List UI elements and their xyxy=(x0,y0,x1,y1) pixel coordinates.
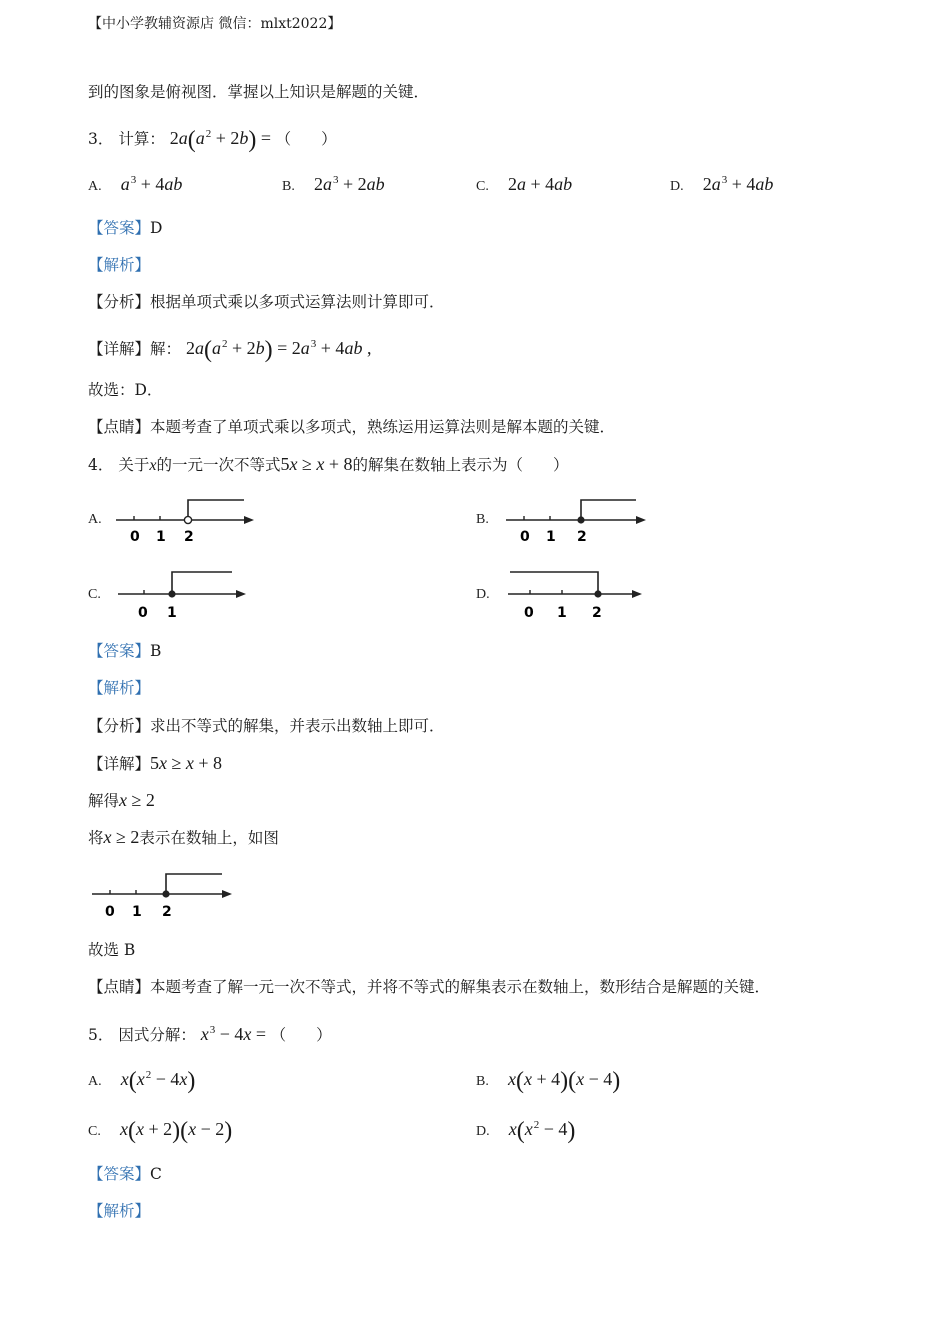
q4-comment xyxy=(88,977,770,997)
tick-label: 2 xyxy=(592,605,602,621)
axis-arrow xyxy=(222,890,232,898)
solution-bracket xyxy=(166,874,222,894)
tick-label: 0 xyxy=(138,605,148,621)
tick-label: 1 xyxy=(546,529,556,545)
q3-prompt: 3． 计算： $2a(a^2 + 2b)$ = （ ） xyxy=(88,127,337,153)
page-header: 【中小学教辅资源店 微信：mlxt2022】 xyxy=(88,16,342,32)
tick-label: 0 xyxy=(105,904,115,920)
option-label: B. xyxy=(476,1074,489,1089)
q3-expression: $2a(a^2 + 2b)$ = xyxy=(169,127,276,153)
option-expression: $2a^3 + 4ab$ xyxy=(702,174,774,194)
q4-option-d-numberline[interactable] xyxy=(504,566,650,622)
option-label: A. xyxy=(88,179,102,194)
q4-option-a-numberline[interactable] xyxy=(112,494,260,546)
tick-label: 0 xyxy=(130,529,140,545)
q5-prompt-text: 因式分解： xyxy=(118,1026,196,1044)
q4-prompt-post: 的解集在数轴上表示为（ xyxy=(352,456,524,474)
q4-option-c-label: C. xyxy=(88,587,101,602)
option-expression: x(x + 4)(x − 4) xyxy=(507,1068,621,1094)
q5-number: 5． xyxy=(88,1026,114,1044)
option-label: B. xyxy=(282,179,295,194)
q3-prompt-text: 计算： xyxy=(118,130,165,148)
q3-analysis-tag xyxy=(88,255,150,275)
solution-bracket xyxy=(510,572,598,594)
option-label: C. xyxy=(476,179,489,194)
q4-represent-expression: x ≥ 2 xyxy=(103,827,140,847)
analysis-tag: 【解析】 xyxy=(88,256,151,274)
detail-tag: 【详解】 xyxy=(88,755,151,773)
q4-prompt: 4． 关于x的一元一次不等式5x ≥ x + 8的解集在数轴上表示为（ ） xyxy=(88,454,569,474)
q3-answer xyxy=(88,218,162,238)
tick-label: 2 xyxy=(184,529,194,545)
option-label: A. xyxy=(88,1074,102,1089)
option-expression: $a^3 + 4ab$ xyxy=(120,174,183,194)
q4-fenxi xyxy=(88,716,445,736)
q4-inequality: 5x ≥ x + 8 xyxy=(280,454,353,474)
solution-bracket xyxy=(188,500,244,520)
comment-text: 本题考查了单项式乘以多项式，熟练运用运算法则是解本题的关键． xyxy=(150,418,616,436)
q4-prompt-mid: 的一元一次不等式 xyxy=(156,456,281,474)
open-endpoint xyxy=(184,516,191,523)
q3-fenxi xyxy=(88,292,445,312)
answer-tag: 【答案】 xyxy=(88,1165,151,1183)
option-expression: 2a + 4ab xyxy=(507,174,573,194)
answer-value: D xyxy=(150,219,163,237)
intro-text: 到的图象是俯视图．掌握以上知识是解题的关键． xyxy=(88,83,430,101)
tick-label: 0 xyxy=(520,529,530,545)
axis-arrow xyxy=(636,516,646,524)
represent-post: 表示在数轴上，如图 xyxy=(139,829,279,847)
q5-analysis-tag xyxy=(88,1201,150,1221)
option-expression: $2a^3 + 2ab$ xyxy=(313,174,385,194)
q4-option-b-numberline[interactable] xyxy=(502,494,652,546)
option-expression: $x(x^2 - 4)$ xyxy=(508,1118,576,1144)
solution-bracket xyxy=(581,500,636,520)
tick-label: 0 xyxy=(524,605,534,621)
analysis-tag: 【解析】 xyxy=(88,1202,151,1220)
tick-label: 1 xyxy=(156,529,166,545)
q4-detail-expression: 5x ≥ x + 8 xyxy=(150,753,223,773)
answer-value: C xyxy=(150,1165,162,1183)
axis-arrow xyxy=(244,516,254,524)
answer-tag: 【答案】 xyxy=(88,219,151,237)
fenxi-text: 求出不等式的解集，并表示出数轴上即可． xyxy=(150,717,445,735)
q3-option-a[interactable] xyxy=(88,174,182,195)
q4-prompt-pre: 关于 xyxy=(118,456,150,474)
answer-tag: 【答案】 xyxy=(88,642,151,660)
q5-answer xyxy=(88,1164,162,1184)
tick-label: 1 xyxy=(557,605,567,621)
option-expression: $x(x^2 - 4x)$ xyxy=(120,1068,196,1094)
q4-analysis-tag xyxy=(88,678,150,698)
q4-answer xyxy=(88,641,161,661)
closed-endpoint xyxy=(594,590,601,597)
closed-endpoint xyxy=(168,590,175,597)
solution-bracket xyxy=(172,572,232,594)
q4-option-a-label: A. xyxy=(88,512,102,527)
comment-tag: 【点睛】 xyxy=(88,418,151,436)
q4-solve xyxy=(88,790,155,811)
q3-detail-expression: $2a(a^2 + 2b) = 2a^3 + 4ab$ , xyxy=(185,337,372,363)
q4-represent xyxy=(88,827,279,848)
closed-endpoint xyxy=(577,516,584,523)
comment-text: 本题考查了解一元一次不等式，并将不等式的解集表示在数轴上，数形结合是解题的关键． xyxy=(150,978,771,996)
q4-conclusion: 故选 B xyxy=(88,941,136,959)
q5-option-c[interactable] xyxy=(88,1118,232,1145)
q4-detail xyxy=(88,753,222,774)
fenxi-tag: 【分析】 xyxy=(88,717,151,735)
fenxi-tag: 【分析】 xyxy=(88,293,151,311)
option-label: D. xyxy=(476,1124,490,1139)
tick-label: 1 xyxy=(167,605,177,621)
q3-comment xyxy=(88,417,615,437)
option-label: D. xyxy=(670,179,684,194)
q3-number: 3． xyxy=(88,130,114,148)
q3-option-b[interactable] xyxy=(282,174,385,195)
q3-option-d[interactable] xyxy=(670,174,773,195)
axis-arrow xyxy=(632,590,642,598)
q5-option-d[interactable] xyxy=(476,1118,575,1145)
q4-number: 4． xyxy=(88,456,114,474)
q4-prompt-close: ） xyxy=(553,456,569,474)
q4-option-b-label: B. xyxy=(476,512,489,527)
comment-tag: 【点睛】 xyxy=(88,978,151,996)
q3-conclusion: 故选：D． xyxy=(88,381,163,399)
tick-label: 2 xyxy=(162,904,172,920)
option-label: C. xyxy=(88,1124,101,1139)
q3-option-c[interactable] xyxy=(476,174,572,195)
option-expression: x(x + 2)(x − 2) xyxy=(119,1118,233,1144)
q4-solution-expression: x ≥ 2 xyxy=(119,790,155,810)
q4-solution-numberline xyxy=(90,866,240,922)
tick-label: 2 xyxy=(577,529,587,545)
represent-pre: 将 xyxy=(88,829,104,847)
q5-prompt: 5． 因式分解： $x^3 - 4x$ = （ ） xyxy=(88,1024,332,1044)
q4-option-c-numberline[interactable] xyxy=(114,566,254,622)
q5-expression: $x^3 - 4x$ = xyxy=(200,1024,271,1044)
analysis-tag: 【解析】 xyxy=(88,679,151,697)
tick-label: 1 xyxy=(132,904,142,920)
q3-detail xyxy=(88,334,372,363)
axis-arrow xyxy=(236,590,246,598)
q5-option-b[interactable] xyxy=(476,1068,620,1095)
closed-endpoint xyxy=(162,890,169,897)
solve-prefix: 解得 xyxy=(88,792,120,810)
detail-tag: 【详解】 xyxy=(88,340,151,358)
q5-option-a[interactable] xyxy=(88,1068,195,1095)
fenxi-text: 根据单项式乘以多项式运算法则计算即可． xyxy=(150,293,445,311)
detail-prefix: 解： xyxy=(150,340,182,358)
answer-value: B xyxy=(150,642,162,660)
q4-option-d-label: D. xyxy=(476,587,490,602)
